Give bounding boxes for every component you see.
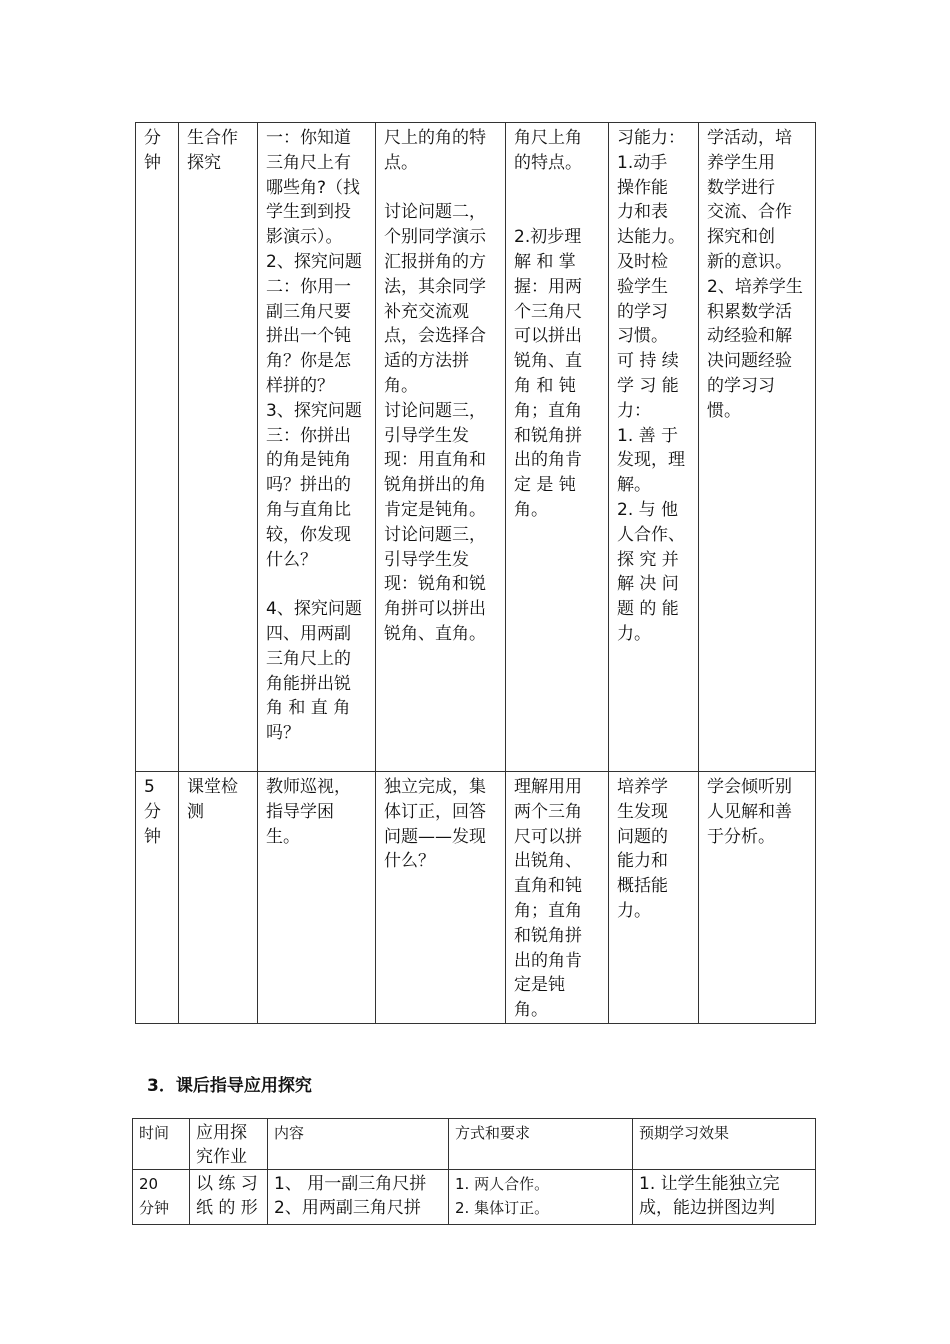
teacher-activity-cell: 一：你知道 三角尺上有 哪些角?（找 学生到到投 影演示）。 2、探究问题 二：你用一 副三角尺要 拼出一个钝 角？你是怎 样拼的？ 3、探究问题 三：你拼出 的角是钝角 吗？拼出的 角与直角比 较，你发现 什么？ 4、探究问题 四、用两副 三角尺上的 角能拼出锐 角 和 直 角 吗？ (258, 123, 376, 772)
student-activity-cell: 独立完成，集 体订正，回答 问题——发现 什么？ (376, 772, 506, 1024)
attitude-goal-cell: 学活动，培 养学生用 数学进行 交流、合作 探究和创 新的意识。 2、培养学生 积累数学活 动经验和解 决问题经验 的学习习 惯。 (699, 123, 816, 772)
assignment-cell: 以 练 习 纸 的 形 (190, 1170, 268, 1225)
header-content: 内容 (268, 1119, 449, 1170)
teacher-activity-cell: 教师巡视， 指导学困 生。 (258, 772, 376, 1024)
method-cell: 1. 两人合作。 2. 集体订正。 (449, 1170, 633, 1225)
table-row (136, 772, 816, 1024)
stage-cell: 生合作 探究 (179, 123, 258, 772)
ability-goal-cell: 习能力： 1.动手 操作能 力和表 达能力。 及时检 验学生 的学习 习惯。 可 持 续 学 习 能 力： 1. 善 于 发现，理 解。 2. 与 他 人合作、 探 究 并 解 决 问 题 的 能 力。 (609, 123, 699, 772)
header-expected-effect: 预期学习效果 (633, 1119, 816, 1170)
table-row (133, 1170, 816, 1225)
header-method: 方式和要求 (449, 1119, 633, 1170)
student-activity-cell: 尺上的角的特 点。 讨论问题二， 个别同学演示 汇报拼角的方 法，其余同学 补充交流观 点，会选择合 适的方法拼 角。 讨论问题三， 引导学生发 现：用直角和 锐角拼出的角 肯定是钝角。 讨论问题三， 引导学生发 现：锐角和锐 角拼可以拼出 锐角、直角。 (376, 123, 506, 772)
knowledge-goal-cell: 理解用用 两个三角 尺可以拼 出锐角、 直角和钝 角；直角 和锐角拼 出的角肯 定是钝 角。 (506, 772, 609, 1024)
homework-table (132, 1118, 816, 1225)
attitude-goal-cell: 学会倾听别 人见解和善 于分析。 (699, 772, 816, 1024)
ability-goal-cell: 培养学 生发现 问题的 能力和 概括能 力。 (609, 772, 699, 1024)
time-cell: 分 钟 (136, 123, 179, 772)
stage-cell: 课堂检 测 (179, 772, 258, 1024)
time-cell: 5 分 钟 (136, 772, 179, 1024)
time-cell: 20 分钟 (133, 1170, 190, 1225)
table-header-row (133, 1119, 816, 1170)
knowledge-goal-cell: 角尺上角 的特点。 2.初步理 解 和 掌 握：用两 个三角尺 可以拼出 锐角、直 角 和 钝 角；直角 和锐角拼 出的角肯 定 是 钝 角。 (506, 123, 609, 772)
table-row (136, 123, 816, 772)
section-heading: 3．课后指导应用探究 (147, 1076, 312, 1096)
content-cell: 1、 用一副三角尺拼 2、用两副三角尺拼 (268, 1170, 449, 1225)
lesson-plan-table (135, 122, 816, 1024)
expected-effect-cell: 1. 让学生能独立完 成，能边拼图边判 (633, 1170, 816, 1225)
header-assignment: 应用探 究作业 (190, 1119, 268, 1170)
header-time: 时间 (133, 1119, 190, 1170)
